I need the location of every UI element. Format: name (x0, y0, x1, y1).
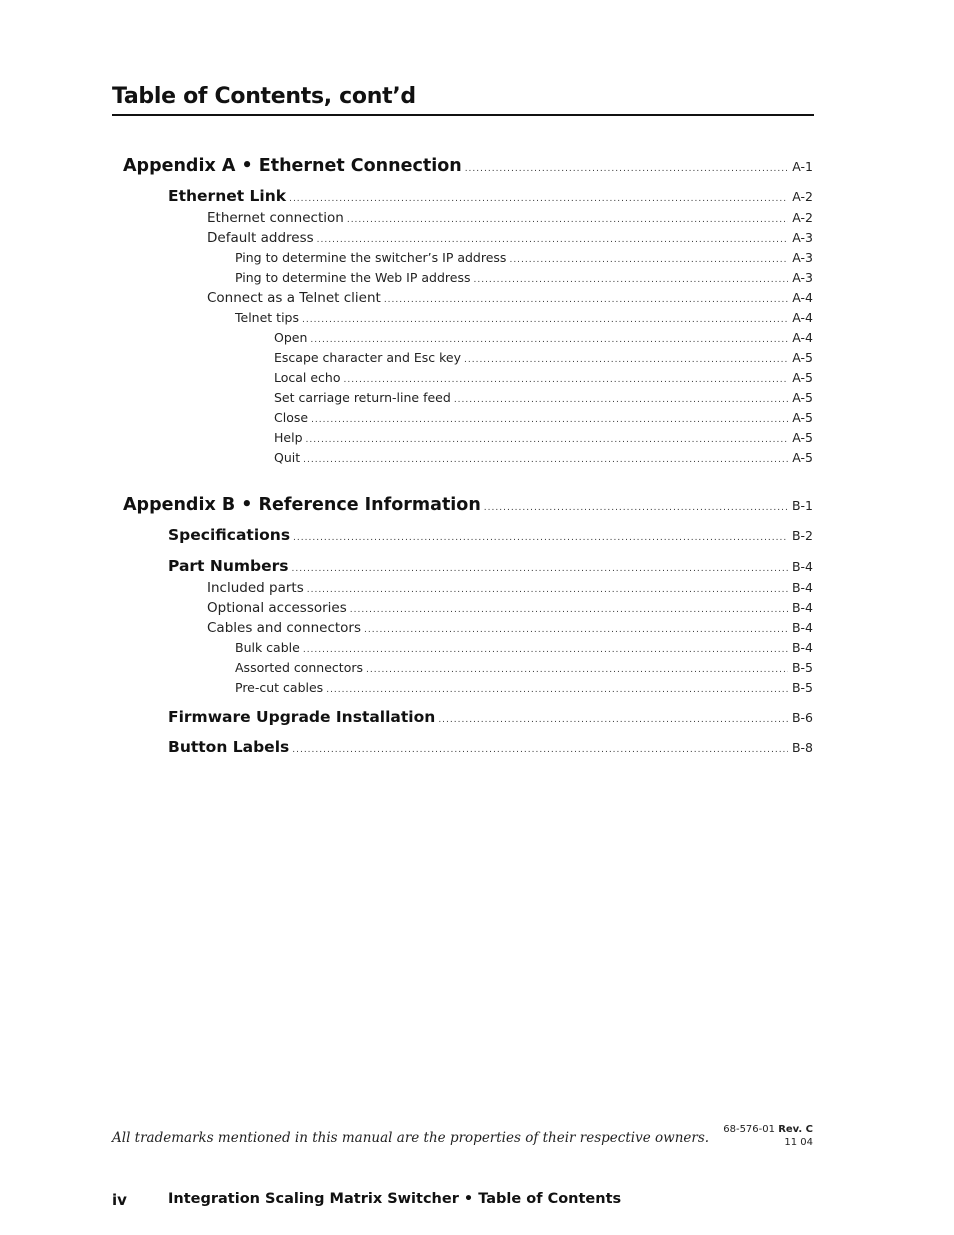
toc-entry-page: A-2 (792, 189, 813, 204)
page-title: Table of Contents, cont’d (112, 84, 416, 109)
toc-entry[interactable] (207, 600, 813, 616)
toc-entry[interactable] (207, 620, 813, 636)
trademark-notice: All trademarks mentioned in this manual are the properties of their respective owners. (112, 1130, 710, 1146)
toc-entry[interactable] (207, 580, 813, 596)
toc-entry[interactable] (274, 330, 813, 345)
dot-leader (326, 685, 788, 695)
toc-entry[interactable] (235, 660, 813, 675)
toc-entry-page: B-4 (791, 559, 813, 574)
document-code (723, 1123, 813, 1149)
dot-leader (344, 375, 789, 385)
dot-leader (292, 564, 788, 574)
toc-entry[interactable] (168, 526, 813, 544)
toc-entry-label: Connect as a Telnet client (207, 290, 381, 306)
toc-entry[interactable] (207, 210, 813, 226)
toc-entry-label: Help (274, 430, 303, 445)
toc-entry[interactable] (235, 680, 813, 695)
toc-entry-page: A-4 (792, 330, 813, 345)
toc-entry-page: A-5 (792, 390, 813, 405)
toc-entry-label: Bulk cable (235, 640, 300, 655)
toc-entry-label: Local echo (274, 370, 341, 385)
dot-leader (484, 503, 788, 513)
toc-entry-page: A-4 (792, 290, 813, 305)
toc-entry-label: Default address (207, 230, 314, 246)
toc-entry[interactable] (235, 250, 813, 265)
dot-leader (347, 215, 788, 225)
dot-leader (292, 745, 788, 755)
toc-entry-page: A-3 (792, 230, 813, 245)
dot-leader (311, 415, 788, 425)
dot-leader (303, 645, 788, 655)
toc-entry-label: Optional accessories (207, 600, 347, 616)
dot-leader (303, 455, 788, 465)
dot-leader (509, 255, 788, 265)
toc-entry-page: B-5 (791, 680, 813, 695)
dot-leader (438, 715, 788, 725)
toc-entry[interactable] (274, 450, 813, 465)
toc-entry-label: Ethernet Link (168, 187, 287, 205)
dot-leader (306, 435, 789, 445)
dot-leader (364, 625, 788, 635)
toc-entry-label: Assorted connectors (235, 660, 363, 675)
toc-entry-page: A-2 (792, 210, 813, 225)
toc-entry-label: Specifications (168, 526, 291, 544)
toc-entry[interactable] (274, 410, 813, 425)
revision: Rev. C (778, 1124, 813, 1135)
toc-entry[interactable] (274, 350, 813, 365)
toc-entry-page: A-5 (792, 410, 813, 425)
dot-leader (465, 164, 789, 174)
toc-entry-page: A-3 (792, 250, 813, 265)
toc-entry[interactable] (207, 230, 813, 246)
dot-leader (350, 605, 788, 615)
toc-entry-label: Open (274, 330, 308, 345)
toc-entry-page: B-6 (791, 710, 813, 725)
toc-entry[interactable] (123, 156, 813, 176)
toc-entry-label: Quit (274, 450, 301, 465)
dot-leader (454, 395, 788, 405)
toc-entry-label: Included parts (207, 580, 304, 596)
toc-entry[interactable] (235, 310, 813, 325)
dot-leader (384, 295, 788, 305)
running-footer-title: Integration Scaling Matrix Switcher • Table of Contents (168, 1191, 622, 1207)
toc-entry-page: B-1 (791, 498, 813, 513)
toc-entry-label: Ping to determine the switcher’s IP address (235, 250, 507, 265)
doc-number: 68-576-01 (723, 1124, 775, 1135)
toc-entry-label: Firmware Upgrade Installation (168, 708, 436, 726)
doc-date: 11 04 (784, 1137, 813, 1148)
toc-entry-page: A-5 (792, 430, 813, 445)
toc-entry[interactable] (168, 187, 813, 205)
toc-entry-page: B-4 (791, 620, 813, 635)
dot-leader (307, 585, 788, 595)
toc-entry-page: A-3 (792, 270, 813, 285)
dot-leader (317, 235, 789, 245)
toc-entry[interactable] (168, 708, 813, 726)
toc-entry-label: Set carriage return-line feed (274, 390, 451, 405)
dot-leader (464, 355, 788, 365)
toc-entry-label: Button Labels (168, 738, 290, 756)
toc-entry-page: B-5 (791, 660, 813, 675)
dot-leader (366, 665, 788, 675)
toc-entry[interactable] (168, 557, 813, 575)
toc-entry[interactable] (207, 290, 813, 306)
toc-entry-page: A-1 (792, 159, 813, 174)
toc-entry-page: A-4 (792, 310, 813, 325)
page-number: iv (112, 1191, 127, 1209)
toc-entry[interactable] (123, 495, 813, 515)
toc-entry[interactable] (235, 270, 813, 285)
dot-leader (302, 315, 788, 325)
dot-leader (473, 275, 788, 285)
toc-entry[interactable] (168, 738, 813, 756)
toc-entry[interactable] (274, 430, 813, 445)
toc-entry-label: Part Numbers (168, 557, 289, 575)
toc-entry-label: Close (274, 410, 309, 425)
dot-leader (310, 335, 788, 345)
toc-entry-page: B-8 (791, 740, 813, 755)
toc-entry-page: B-4 (791, 640, 813, 655)
dot-leader (289, 194, 788, 204)
toc-entry[interactable] (235, 640, 813, 655)
toc-entry-label: Escape character and Esc key (274, 350, 461, 365)
toc-entry[interactable] (274, 390, 813, 405)
toc-entry-label: Pre-cut cables (235, 680, 324, 695)
toc-entry-page: A-5 (792, 450, 813, 465)
toc-entry-page: A-5 (792, 370, 813, 385)
toc-entry-page: B-2 (791, 528, 813, 543)
toc-entry-label: Telnet tips (235, 310, 299, 325)
title-divider (112, 114, 814, 116)
toc-entry-page: B-4 (791, 600, 813, 615)
toc-entry-label: Appendix B • Reference Information (123, 495, 481, 515)
toc-entry-label: Ping to determine the Web IP address (235, 270, 471, 285)
toc-entry-label: Ethernet connection (207, 210, 344, 226)
toc-entry-page: B-4 (791, 580, 813, 595)
toc-entry-label: Appendix A • Ethernet Connection (123, 156, 462, 176)
dot-leader (293, 533, 788, 543)
toc-entry[interactable] (274, 370, 813, 385)
toc-entry-label: Cables and connectors (207, 620, 361, 636)
toc-entry-page: A-5 (792, 350, 813, 365)
